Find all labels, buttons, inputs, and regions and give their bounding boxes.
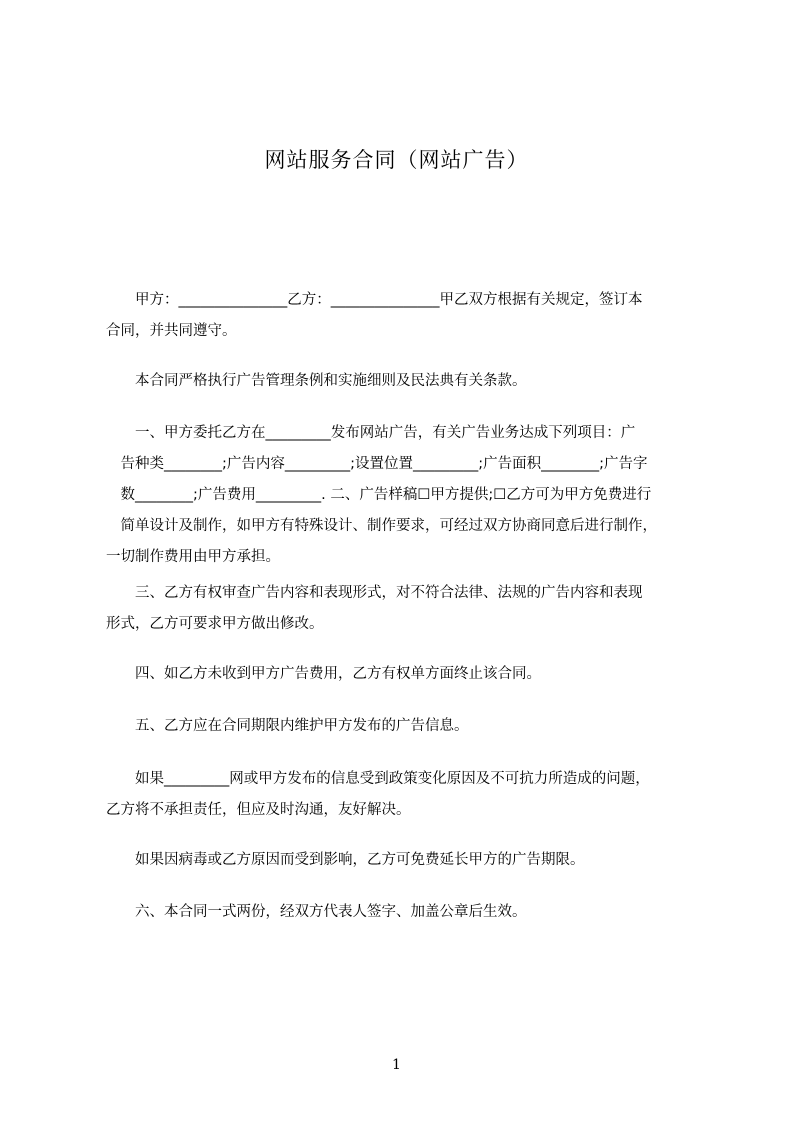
text-line: 合同，并共同遵守。 — [106, 323, 237, 339]
text-line: 数________;广告费用_________. 二、广告样稿☐甲方提供;☐乙方可为甲方免费进行 — [106, 487, 652, 503]
text-line: 三、乙方有权审查广告内容和表现形式，对不符合法律、法规的广告内容和表现 — [106, 585, 643, 601]
text-line: 形式，乙方可要求甲方做出修改。 — [106, 616, 324, 632]
clause-5c-paragraph — [106, 845, 702, 876]
text-line: 如果因病毒或乙方原因而受到影响，乙方可免费延长甲方的广告期限。 — [106, 852, 585, 868]
clause-4-paragraph — [106, 659, 702, 690]
text-line: 一、甲方委托乙方在_________发布网站广告，有关广告业务达成下列项目：广 — [106, 425, 636, 441]
parties-paragraph — [106, 285, 702, 347]
page-number: 1 — [392, 1057, 401, 1073]
text-line: 告种类________;广告内容_________;设置位置_________;广告面积________;广告字 — [106, 456, 648, 472]
text-line: 本合同严格执行广告管理条例和实施细则及民法典有关条款。 — [106, 373, 527, 389]
text-line: 一切制作费用由甲方承担。 — [106, 549, 280, 565]
clause-5b-paragraph — [106, 764, 702, 826]
text-line: 四、如乙方未收到甲方广告费用，乙方有权单方面终止该合同。 — [106, 666, 541, 682]
text-line: 简单设计及制作，如甲方有特殊设计、制作要求，可经过双方协商同意后进行制作， — [106, 518, 657, 534]
text-line: 如果_________网或甲方发布的信息受到政策变化原因及不可抗力所造成的问题， — [106, 771, 650, 787]
clause-1-paragraph — [106, 418, 702, 573]
text-line: 五、乙方应在合同期限内维护甲方发布的广告信息。 — [106, 718, 469, 734]
text-line: 甲方：_______________乙方：_______________甲乙双方根据有关规定，签订本 — [106, 292, 643, 308]
clause-3-paragraph — [106, 578, 702, 640]
document-title: 网站服务合同（网站广告） — [264, 148, 529, 172]
clause-6-paragraph — [106, 897, 702, 928]
clause-5-paragraph — [106, 711, 702, 742]
basis-paragraph — [106, 366, 702, 397]
text-line: 六、本合同一式两份，经双方代表人签字、加盖公章后生效。 — [106, 904, 527, 920]
text-line: 乙方将不承担责任，但应及时沟通，友好解决。 — [106, 802, 411, 818]
